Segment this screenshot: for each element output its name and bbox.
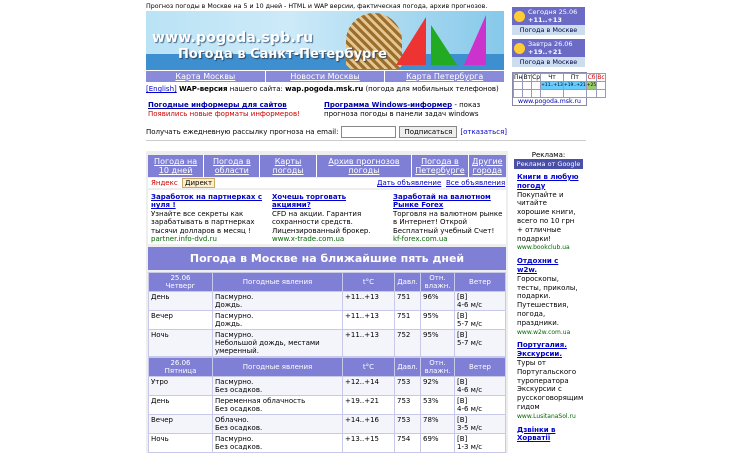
sidebar-ad-croatia[interactable]	[512, 422, 585, 444]
table-row	[149, 292, 506, 311]
banner-sail-red	[396, 17, 426, 65]
direct-label: Директ	[182, 178, 215, 188]
humidity: 96%	[421, 292, 455, 311]
cal-cell	[586, 90, 597, 98]
cal-cell	[597, 82, 605, 90]
wap-line	[146, 85, 499, 93]
col-wind: Ветер	[455, 358, 506, 377]
col-temp: t°C	[343, 273, 395, 292]
banner-url: www.pogoda.spb.ru	[152, 30, 314, 46]
ad-url[interactable]: www.x-trade.com.ua	[272, 235, 345, 244]
table-row	[149, 415, 506, 434]
tab-region[interactable]: Погода в области	[204, 155, 260, 177]
temperature: +19..+21	[343, 396, 395, 415]
weather-widget-tomorrow[interactable]	[512, 39, 585, 67]
sidebar-ad-books[interactable]	[512, 169, 585, 253]
period: Вечер	[149, 415, 213, 434]
temperature: +11..+13	[343, 311, 395, 330]
wap-url[interactable]: wap.pogoda.msk.ru	[285, 85, 364, 93]
table-header-row	[149, 358, 506, 377]
cal-cell	[514, 82, 523, 90]
cal-cell	[523, 90, 532, 98]
cal-day: Вт	[523, 74, 532, 81]
yandex-direct-bar	[148, 178, 506, 188]
ad-title[interactable]: Заработай на валютном Рынке Forex	[393, 193, 491, 210]
wind: [В] 5-7 м/с	[455, 311, 506, 330]
cal-cell	[597, 90, 605, 98]
cal-cell	[563, 90, 586, 98]
wap-label: WAP-версия	[178, 85, 228, 93]
tab-weather-maps[interactable]: Карты погоды	[260, 155, 316, 177]
pressure: 754	[395, 434, 421, 453]
cal-cell	[523, 82, 532, 90]
table-row	[149, 396, 506, 415]
ad-text: Туры от Португальского туроператора Экскурсии с русскоговорящим гидом	[517, 358, 584, 411]
sidebar-ads-label: Реклама:	[531, 151, 566, 159]
cal-day: Пн	[514, 74, 523, 81]
windows-informer-text1: - показ	[452, 101, 481, 109]
sidebar-ad-portugal[interactable]	[512, 337, 585, 421]
date: 25.06	[170, 274, 191, 282]
banner-sail-green	[431, 25, 457, 65]
temperature: +11..+13	[343, 292, 395, 311]
period: Ночь	[149, 434, 213, 453]
pressure: 753	[395, 415, 421, 434]
informers-right	[324, 101, 504, 119]
temperature: +12..+14	[343, 377, 395, 396]
tab-petersburg[interactable]: Погода в Петербурге	[412, 155, 468, 177]
divider	[146, 140, 586, 141]
all-ads-link[interactable]: Все объявления	[446, 179, 506, 187]
humidity: 92%	[421, 377, 455, 396]
period: Вечер	[149, 311, 213, 330]
date-cell	[149, 358, 213, 377]
table-header-row	[149, 273, 506, 292]
phenomena: Пасмурно. Небольшой дождь, местами умеренный.	[213, 330, 343, 357]
pressure: 753	[395, 396, 421, 415]
widget-tomorrow-temp: +19..+21	[528, 48, 562, 56]
subscribe-button[interactable]: Подписаться	[399, 126, 457, 138]
yandex-logo: Яндекс	[151, 179, 178, 187]
col-temp: t°C	[343, 358, 395, 377]
wind: [В] 4-6 м/с	[455, 292, 506, 311]
windows-informer-link[interactable]: Программа Windows-информер	[324, 101, 453, 109]
weather-widget-today[interactable]	[512, 7, 585, 35]
site-banner[interactable]	[146, 11, 504, 70]
nav-moscow-map[interactable]: Карта Москвы	[146, 71, 266, 82]
tab-other-cities[interactable]: Другие города	[472, 157, 503, 175]
widget-today-row	[512, 7, 585, 25]
unsubscribe-link[interactable]: [отказаться]	[460, 128, 508, 136]
period: Утро	[149, 377, 213, 396]
col-press: Давл.	[395, 358, 421, 377]
nav-moscow-news[interactable]: Новости Москвы	[266, 71, 386, 82]
wind: [В] 4-6 м/с	[455, 396, 506, 415]
page-description: Прогноз погоды в Москве на 5 и 10 дней - HTML и WAP версии, фактическая погода, архив прогнозов.	[146, 3, 488, 10]
humidity: 95%	[421, 311, 455, 330]
period: День	[149, 292, 213, 311]
col-phen: Погодные явления	[213, 273, 343, 292]
widget-today-day: Сегодня 25.06	[528, 8, 578, 16]
cal-cell	[532, 82, 541, 90]
tab-forecast-archive[interactable]: Архив прогнозов погоды	[317, 155, 413, 177]
google-ads-label[interactable]: Реклама от Google	[514, 159, 583, 169]
ad-text: Узнайте все секреты как зарабатывать в партнерках тысячи долларов в месяц !	[151, 209, 255, 235]
ad-text: Покупайте и читайте хорошие книги, всего по 10 грн + отличные подарки!	[517, 190, 576, 243]
wind: [В] 4-6 м/с	[455, 377, 506, 396]
forecast-calendar-widget[interactable]	[512, 72, 605, 106]
pressure: 752	[395, 330, 421, 357]
cal-cell: +19..+21	[563, 83, 586, 88]
top-nav	[146, 71, 504, 82]
wind: [В] 3-5 м/с	[455, 415, 506, 434]
ad-xtrade[interactable]	[272, 193, 387, 243]
ad-partner[interactable]	[151, 193, 266, 243]
banner-title: Погода в Санкт-Петербурге	[178, 47, 387, 62]
sun-icon	[514, 11, 525, 22]
email-input[interactable]	[341, 126, 396, 138]
ad-title[interactable]: Заработок на партнерках с нуля !	[151, 193, 262, 210]
forecast-table-day2	[148, 357, 506, 453]
temperature: +14..+16	[343, 415, 395, 434]
subscribe-form	[146, 126, 507, 138]
informers-left	[148, 101, 318, 119]
ad-url[interactable]: www.LusitanaSol.ru	[517, 412, 576, 420]
cal-day: Сб	[587, 74, 596, 81]
ad-text: Торговля на валютном рынке в Интернет! Открой Бесплатный учебный Счет!	[393, 209, 503, 235]
ad-title[interactable]: Португалия. Экскурсии.	[517, 341, 567, 359]
ad-url[interactable]: partner.info-dvd.ru	[151, 235, 217, 244]
cal-day: Пт	[563, 74, 586, 82]
wap-note: (погода для мобильных телефонов)	[363, 85, 499, 93]
ads-block	[148, 190, 506, 244]
weekday: Пятница	[164, 367, 197, 375]
phenomena: Пасмурно. Без осадков.	[213, 377, 343, 396]
ad-url[interactable]: kf-forex.com.ua	[393, 235, 448, 244]
period: День	[149, 396, 213, 415]
ad-title[interactable]: Хочешь торговать акциями?	[272, 193, 347, 210]
ad-text: Гороскопы, тесты, приколы, подарки. Путешествия, погода, праздники.	[517, 274, 578, 327]
cal-cell	[514, 90, 523, 98]
ad-text: CFD на акции. Гарантия сохранности средств. Лицензированный брокер.	[272, 209, 371, 235]
english-link[interactable]: [English]	[146, 85, 177, 93]
ad-title[interactable]: Дзвінки в Хорватії	[517, 425, 556, 443]
wind: [В] 1-3 м/с	[455, 434, 506, 453]
cal-day: Чт	[541, 74, 564, 82]
humidity: 53%	[421, 396, 455, 415]
cal-day: Ср	[532, 74, 541, 81]
new-formats-link[interactable]: Появились новые форматы информеров!	[148, 110, 300, 118]
cal-cell: +11..+13	[541, 83, 563, 88]
humidity: 78%	[421, 415, 455, 434]
windows-informer-text2: прогноза погоды в панели задач windows	[324, 110, 479, 118]
section-tabs	[148, 155, 506, 177]
ad-title[interactable]: Отдохни с w2w.	[517, 257, 559, 274]
widget-tomorrow-location: Погода в Москве	[512, 57, 585, 67]
ad-forex[interactable]	[393, 193, 503, 243]
pressure: 753	[395, 377, 421, 396]
table-row	[149, 434, 506, 453]
cal-cell	[541, 90, 564, 98]
cal-cell	[532, 90, 541, 98]
weekday: Четверг	[165, 282, 196, 290]
phenomena: Облачно. Без осадков.	[213, 415, 343, 434]
date-cell	[149, 273, 213, 292]
forecast-table-day1	[148, 272, 506, 357]
sidebar-ad-w2w[interactable]	[512, 253, 585, 337]
period: Ночь	[149, 330, 213, 357]
col-hum: Отн. влажн.	[421, 273, 455, 292]
sidebar-ads	[512, 151, 585, 453]
ad-url[interactable]: www.bookclub.ua	[517, 244, 570, 252]
subscribe-label: Получать ежедневную рассылку прогноза на email:	[146, 128, 339, 136]
nav-petersburg-map[interactable]: Карта Петербурга	[406, 72, 484, 81]
place-ad-link[interactable]: Дать объявление	[377, 179, 442, 187]
ad-url[interactable]: www.w2w.com.ua	[517, 328, 571, 336]
banner-sail-purple	[464, 15, 486, 65]
humidity: 95%	[421, 330, 455, 357]
widget-today-temp: +11..+13	[528, 16, 562, 24]
sun-cloud-icon	[514, 43, 525, 54]
phenomena: Переменная облачность Без осадков.	[213, 396, 343, 415]
calendar-footer: www.pogoda.msk.ru	[518, 98, 581, 105]
date: 26.06	[170, 359, 191, 367]
col-wind: Ветер	[455, 273, 506, 292]
widget-today-location: Погода в Москве	[512, 25, 585, 35]
forecast-heading: Погода в Москве на ближайшие пять дней	[148, 247, 506, 270]
calendar-table	[513, 73, 606, 98]
phenomena: Пасмурно. Дождь.	[213, 292, 343, 311]
phenomena: Пасмурно. Без осадков.	[213, 434, 343, 453]
table-row	[149, 377, 506, 396]
col-press: Давл.	[395, 273, 421, 292]
col-phen: Погодные явления	[213, 358, 343, 377]
col-hum: Отн. влажн.	[421, 358, 455, 377]
informers-link[interactable]: Погодные информеры для сайтов	[148, 101, 287, 109]
cal-cell: +25	[586, 83, 597, 88]
pressure: 751	[395, 292, 421, 311]
temperature: +11..+13	[343, 330, 395, 357]
widget-tomorrow-row	[512, 39, 585, 57]
cal-day: Вс	[597, 74, 605, 81]
table-row	[149, 311, 506, 330]
wind: [В] 5-7 м/с	[455, 330, 506, 357]
temperature: +13..+15	[343, 434, 395, 453]
pressure: 751	[395, 311, 421, 330]
phenomena: Пасмурно. Дождь.	[213, 311, 343, 330]
wap-text: нашего сайта:	[227, 85, 286, 93]
humidity: 69%	[421, 434, 455, 453]
widget-tomorrow-day: Завтра 26.06	[528, 40, 573, 48]
tab-10-days[interactable]: Погода на 10 дней	[148, 155, 204, 177]
table-row	[149, 330, 506, 357]
ad-title[interactable]: Книги в любую погоду	[517, 173, 579, 190]
